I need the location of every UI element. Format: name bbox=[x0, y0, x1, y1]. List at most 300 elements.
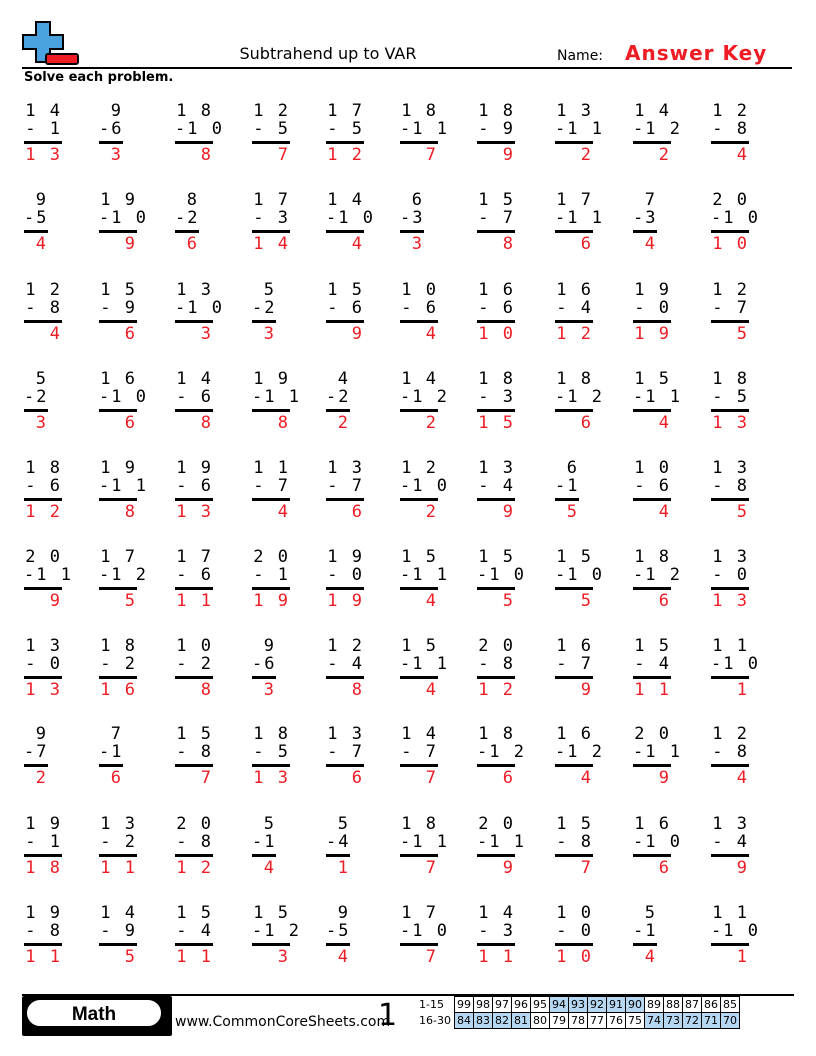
minuend: 1 4 bbox=[401, 724, 438, 744]
subtrahend: -1 1 bbox=[400, 119, 449, 139]
problem bbox=[175, 814, 235, 884]
score-row-label: 16-30 bbox=[419, 1014, 451, 1027]
subtrahend: -1 2 bbox=[400, 387, 449, 407]
minuend: 1 5 bbox=[556, 814, 593, 834]
answer-rule bbox=[711, 764, 749, 767]
minuend: 1 8 bbox=[253, 724, 290, 744]
subtrahend: - 7 bbox=[556, 654, 593, 674]
answer: 7 bbox=[200, 768, 213, 788]
answer: 6 bbox=[110, 768, 123, 788]
minuend: 1 6 bbox=[100, 369, 137, 389]
answer: 4 bbox=[736, 768, 749, 788]
problem bbox=[175, 280, 235, 350]
answer-rule bbox=[99, 320, 137, 323]
problem bbox=[326, 369, 386, 439]
answer-rule bbox=[326, 141, 364, 144]
answer: 9 bbox=[502, 858, 515, 878]
answer-rule bbox=[326, 764, 364, 767]
problem bbox=[477, 101, 537, 171]
answer: 2 bbox=[425, 413, 438, 433]
subtrahend: -1 0 bbox=[175, 119, 224, 139]
subtrahend: -5 bbox=[326, 921, 351, 941]
score-cell: 81 bbox=[511, 1013, 530, 1029]
minuend: 1 5 bbox=[634, 636, 671, 656]
minuend: 1 2 bbox=[25, 280, 62, 300]
score-cell: 99 bbox=[454, 997, 473, 1013]
problem bbox=[24, 814, 84, 884]
subtrahend: - 1 bbox=[25, 119, 62, 139]
answer-rule bbox=[252, 320, 276, 323]
answer: 8 bbox=[200, 680, 213, 700]
answer: 4 bbox=[351, 234, 364, 254]
answer-rule bbox=[175, 943, 213, 946]
subtrahend: -2 bbox=[252, 298, 277, 318]
minuend: 1 8 bbox=[401, 814, 438, 834]
answer: 1 2 bbox=[327, 145, 364, 165]
answer: 5 bbox=[580, 591, 593, 611]
minuend: 1 7 bbox=[401, 903, 438, 923]
problem bbox=[477, 903, 537, 973]
minuend: 1 5 bbox=[176, 903, 213, 923]
minuend: 1 7 bbox=[556, 190, 593, 210]
subtrahend: -2 bbox=[326, 387, 351, 407]
problem bbox=[633, 369, 693, 439]
minuend: 5 bbox=[263, 814, 276, 834]
answer: 9 bbox=[580, 680, 593, 700]
subtrahend: - 3 bbox=[253, 208, 290, 228]
minuend: 7 bbox=[644, 190, 657, 210]
minuend: 1 5 bbox=[401, 547, 438, 567]
minuend: 1 3 bbox=[25, 636, 62, 656]
answer-rule bbox=[326, 230, 364, 233]
score-cell: 89 bbox=[644, 997, 663, 1013]
answer-rule bbox=[400, 854, 438, 857]
problem bbox=[555, 101, 615, 171]
subject-label: Math bbox=[25, 998, 163, 1028]
problem bbox=[555, 724, 615, 794]
subtrahend: -1 bbox=[555, 476, 580, 496]
problem bbox=[252, 369, 312, 439]
minuend: 4 bbox=[337, 369, 350, 389]
answer-rule bbox=[252, 764, 290, 767]
answer-rule bbox=[633, 854, 671, 857]
subtrahend: - 6 bbox=[401, 298, 438, 318]
minuend: 2 0 bbox=[176, 814, 213, 834]
problem bbox=[633, 547, 693, 617]
answer-rule bbox=[99, 676, 137, 679]
score-cell: 75 bbox=[625, 1013, 644, 1029]
answer-rule bbox=[326, 587, 364, 590]
subtrahend: - 5 bbox=[712, 387, 749, 407]
instructions: Solve each problem. bbox=[24, 70, 174, 85]
problem bbox=[99, 369, 159, 439]
subtrahend: - 4 bbox=[176, 921, 213, 941]
problem bbox=[711, 101, 771, 171]
problem bbox=[175, 458, 235, 528]
subtrahend: -1 1 bbox=[400, 654, 449, 674]
problem bbox=[252, 903, 312, 973]
problem bbox=[477, 636, 537, 706]
answer: 2 bbox=[658, 145, 671, 165]
answer: 1 3 bbox=[712, 413, 749, 433]
answer: 1 8 bbox=[25, 858, 62, 878]
answer: 1 2 bbox=[478, 680, 515, 700]
score-row-label: 1-15 bbox=[419, 998, 444, 1011]
problem bbox=[711, 636, 771, 706]
answer: 7 bbox=[580, 858, 593, 878]
minuend: 1 8 bbox=[478, 101, 515, 121]
answer: 1 3 bbox=[25, 680, 62, 700]
answer-rule bbox=[555, 676, 593, 679]
problem bbox=[400, 814, 460, 884]
answer: 4 bbox=[658, 413, 671, 433]
answer-rule bbox=[252, 943, 290, 946]
answer: 1 1 bbox=[100, 858, 137, 878]
problem bbox=[24, 280, 84, 350]
problem bbox=[711, 458, 771, 528]
answer-rule bbox=[99, 498, 137, 501]
answer: 8 bbox=[277, 413, 290, 433]
score-cell: 73 bbox=[663, 1013, 682, 1029]
answer: 3 bbox=[411, 234, 424, 254]
minuend: 2 0 bbox=[478, 636, 515, 656]
minuend: 1 4 bbox=[176, 369, 213, 389]
subtrahend: - 4 bbox=[556, 298, 593, 318]
subtrahend: - 3 bbox=[478, 921, 515, 941]
minuend: 1 3 bbox=[327, 458, 364, 478]
answer-rule bbox=[252, 230, 290, 233]
minuend: 9 bbox=[263, 636, 276, 656]
answer-rule bbox=[633, 764, 671, 767]
answer-rule bbox=[252, 141, 290, 144]
answer: 1 5 bbox=[478, 413, 515, 433]
answer: 4 bbox=[35, 234, 48, 254]
subtrahend: - 4 bbox=[712, 832, 749, 852]
minuend: 1 9 bbox=[327, 547, 364, 567]
problem bbox=[326, 903, 386, 973]
problem bbox=[175, 636, 235, 706]
answer-rule bbox=[711, 676, 749, 679]
answer-rule bbox=[24, 943, 62, 946]
minuend: 6 bbox=[566, 458, 579, 478]
problem bbox=[633, 903, 693, 973]
subtrahend: -6 bbox=[99, 119, 124, 139]
minuend: 1 9 bbox=[634, 280, 671, 300]
minuend: 1 5 bbox=[100, 280, 137, 300]
subtrahend: -1 0 bbox=[711, 208, 760, 228]
answer: 7 bbox=[425, 768, 438, 788]
minuend: 1 4 bbox=[327, 190, 364, 210]
subtrahend: - 6 bbox=[25, 476, 62, 496]
minuend: 1 7 bbox=[100, 547, 137, 567]
answer-rule bbox=[555, 854, 593, 857]
minuend: 1 2 bbox=[712, 101, 749, 121]
subtrahend: -1 1 bbox=[633, 742, 682, 762]
subtrahend: - 0 bbox=[634, 298, 671, 318]
answer-rule bbox=[477, 230, 515, 233]
minuend: 1 0 bbox=[176, 636, 213, 656]
subtrahend: -1 1 bbox=[555, 208, 604, 228]
minuend: 5 bbox=[337, 814, 350, 834]
answer: 4 bbox=[263, 858, 276, 878]
subtrahend: - 6 bbox=[478, 298, 515, 318]
answer: 9 bbox=[502, 145, 515, 165]
subtrahend: - 1 bbox=[25, 832, 62, 852]
problem bbox=[400, 458, 460, 528]
minuend: 6 bbox=[411, 190, 424, 210]
subtrahend: - 0 bbox=[712, 565, 749, 585]
score-cell: 91 bbox=[606, 997, 625, 1013]
subtrahend: -1 0 bbox=[711, 921, 760, 941]
problem bbox=[633, 280, 693, 350]
subtrahend: - 8 bbox=[25, 921, 62, 941]
answer: 7 bbox=[425, 145, 438, 165]
score-cell: 88 bbox=[663, 997, 682, 1013]
subtrahend: - 9 bbox=[100, 298, 137, 318]
answer-rule bbox=[24, 409, 48, 412]
answer: 5 bbox=[736, 324, 749, 344]
answer-rule bbox=[477, 943, 515, 946]
answer-rule bbox=[24, 320, 62, 323]
minuend: 1 4 bbox=[634, 101, 671, 121]
minuend: 1 3 bbox=[556, 101, 593, 121]
answer-rule bbox=[99, 943, 137, 946]
subtrahend: -1 2 bbox=[555, 742, 604, 762]
minuend: 1 5 bbox=[327, 280, 364, 300]
problem bbox=[252, 190, 312, 260]
answer-rule bbox=[24, 854, 62, 857]
minuend: 1 5 bbox=[401, 636, 438, 656]
answer: 3 bbox=[35, 413, 48, 433]
subtrahend: - 4 bbox=[478, 476, 515, 496]
answer: 6 bbox=[580, 234, 593, 254]
problem bbox=[24, 547, 84, 617]
minuend: 1 3 bbox=[712, 458, 749, 478]
subtrahend: - 5 bbox=[327, 119, 364, 139]
score-cell: 80 bbox=[530, 1013, 549, 1029]
subtrahend: -1 1 bbox=[400, 565, 449, 585]
problem bbox=[711, 903, 771, 973]
problem bbox=[99, 280, 159, 350]
problem bbox=[326, 814, 386, 884]
answer: 6 bbox=[124, 413, 137, 433]
minuend: 1 2 bbox=[327, 636, 364, 656]
problem bbox=[326, 190, 386, 260]
answer-rule bbox=[477, 854, 515, 857]
minuend: 1 4 bbox=[25, 101, 62, 121]
answer: 8 bbox=[200, 413, 213, 433]
minuend: 1 0 bbox=[401, 280, 438, 300]
subtrahend: -1 0 bbox=[555, 565, 604, 585]
answer-rule bbox=[252, 587, 290, 590]
answer-rule bbox=[711, 409, 749, 412]
subtrahend: -4 bbox=[326, 832, 351, 852]
minuend: 9 bbox=[337, 903, 350, 923]
score-cell: 77 bbox=[587, 1013, 606, 1029]
problem bbox=[555, 814, 615, 884]
answer: 1 1 bbox=[478, 947, 515, 967]
answer: 6 bbox=[351, 768, 364, 788]
answer: 3 bbox=[277, 947, 290, 967]
subtrahend: -1 1 bbox=[24, 565, 73, 585]
score-cell: 96 bbox=[511, 997, 530, 1013]
answer: 2 bbox=[580, 145, 593, 165]
problem bbox=[477, 280, 537, 350]
problem bbox=[99, 190, 159, 260]
answer-rule bbox=[400, 409, 438, 412]
subtrahend: - 2 bbox=[176, 654, 213, 674]
score-cell: 90 bbox=[625, 997, 644, 1013]
answer-rule bbox=[555, 943, 593, 946]
problem bbox=[175, 369, 235, 439]
minuend: 1 3 bbox=[176, 280, 213, 300]
answer-rule bbox=[99, 854, 137, 857]
answer: 5 bbox=[124, 591, 137, 611]
problem bbox=[175, 547, 235, 617]
minuend: 9 bbox=[35, 190, 48, 210]
subtrahend: -1 0 bbox=[99, 387, 148, 407]
problem bbox=[24, 369, 84, 439]
answer: 1 1 bbox=[176, 947, 213, 967]
problem bbox=[252, 458, 312, 528]
subtrahend: -1 2 bbox=[99, 565, 148, 585]
minuend: 1 0 bbox=[634, 458, 671, 478]
minuend: 1 5 bbox=[478, 547, 515, 567]
problem bbox=[555, 903, 615, 973]
problem bbox=[175, 101, 235, 171]
minuend: 1 4 bbox=[100, 903, 137, 923]
minuend: 1 6 bbox=[556, 636, 593, 656]
problem bbox=[477, 458, 537, 528]
answer-rule bbox=[175, 854, 213, 857]
subtrahend: -1 0 bbox=[400, 476, 449, 496]
answer-rule bbox=[400, 676, 438, 679]
problem bbox=[633, 724, 693, 794]
answer: 4 bbox=[644, 947, 657, 967]
minuend: 1 8 bbox=[401, 101, 438, 121]
score-cell: 82 bbox=[492, 1013, 511, 1029]
problem bbox=[555, 280, 615, 350]
answer-rule bbox=[252, 676, 276, 679]
answer-rule bbox=[477, 409, 515, 412]
subtrahend: -3 bbox=[400, 208, 425, 228]
subtrahend: -1 0 bbox=[175, 298, 224, 318]
answer: 2 bbox=[337, 413, 350, 433]
problem bbox=[633, 101, 693, 171]
subtrahend: -1 1 bbox=[555, 119, 604, 139]
answer-rule bbox=[99, 764, 123, 767]
answer-rule bbox=[24, 141, 62, 144]
minuend: 1 6 bbox=[634, 814, 671, 834]
problem bbox=[555, 369, 615, 439]
minuend: 1 6 bbox=[556, 280, 593, 300]
subtrahend: -1 2 bbox=[555, 387, 604, 407]
problem bbox=[477, 369, 537, 439]
subtrahend: -1 1 bbox=[99, 476, 148, 496]
minuend: 1 5 bbox=[634, 369, 671, 389]
problem bbox=[477, 547, 537, 617]
problem bbox=[252, 547, 312, 617]
subtrahend: - 8 bbox=[712, 119, 749, 139]
minuend: 1 9 bbox=[100, 190, 137, 210]
score-cell: 76 bbox=[606, 1013, 625, 1029]
score-cell: 72 bbox=[682, 1013, 701, 1029]
problem bbox=[477, 724, 537, 794]
problem bbox=[326, 280, 386, 350]
problem bbox=[477, 190, 537, 260]
score-cell: 97 bbox=[492, 997, 511, 1013]
problem bbox=[711, 814, 771, 884]
problem bbox=[711, 280, 771, 350]
answer-rule bbox=[24, 230, 48, 233]
answer-rule bbox=[99, 409, 137, 412]
answer-rule bbox=[175, 587, 213, 590]
answer: 1 3 bbox=[25, 145, 62, 165]
answer-rule bbox=[555, 320, 593, 323]
page-number: 1 bbox=[378, 998, 398, 1033]
answer-rule bbox=[555, 587, 593, 590]
answer: 6 bbox=[351, 502, 364, 522]
answer: 3 bbox=[263, 324, 276, 344]
subtrahend: - 4 bbox=[634, 654, 671, 674]
answer: 1 3 bbox=[712, 591, 749, 611]
minuend: 1 2 bbox=[401, 458, 438, 478]
answer: 4 bbox=[425, 591, 438, 611]
minuend: 1 1 bbox=[712, 903, 749, 923]
subtrahend: - 1 bbox=[253, 565, 290, 585]
answer: 7 bbox=[425, 858, 438, 878]
answer: 4 bbox=[49, 324, 62, 344]
minuend: 1 3 bbox=[478, 458, 515, 478]
minuend: 1 3 bbox=[327, 724, 364, 744]
answer-rule bbox=[477, 676, 515, 679]
score-cell: 94 bbox=[549, 997, 568, 1013]
worksheet-title: Subtrahend up to VAR bbox=[239, 44, 417, 63]
subtrahend: - 8 bbox=[176, 742, 213, 762]
answer-rule bbox=[555, 409, 593, 412]
name-value: Answer Key bbox=[625, 41, 768, 65]
minuend: 1 8 bbox=[176, 101, 213, 121]
subtrahend: -1 0 bbox=[477, 565, 526, 585]
minuend: 1 9 bbox=[176, 458, 213, 478]
minuend: 1 8 bbox=[478, 724, 515, 744]
minuend: 5 bbox=[644, 903, 657, 923]
answer-rule bbox=[477, 764, 515, 767]
problem bbox=[326, 101, 386, 171]
minuend: 5 bbox=[263, 280, 276, 300]
answer-rule bbox=[555, 498, 579, 501]
answer: 1 bbox=[736, 680, 749, 700]
problem bbox=[711, 190, 771, 260]
answer-rule bbox=[477, 141, 515, 144]
problem bbox=[400, 547, 460, 617]
subtrahend: - 8 bbox=[712, 742, 749, 762]
problem bbox=[252, 101, 312, 171]
problem bbox=[99, 547, 159, 617]
problem bbox=[99, 903, 159, 973]
answer-rule bbox=[400, 943, 438, 946]
minuend: 1 1 bbox=[253, 458, 290, 478]
problem bbox=[711, 369, 771, 439]
problem bbox=[99, 724, 159, 794]
problem bbox=[99, 814, 159, 884]
answer-rule bbox=[252, 409, 290, 412]
answer-rule bbox=[175, 141, 213, 144]
answer-rule bbox=[326, 320, 364, 323]
problem bbox=[24, 101, 84, 171]
problem bbox=[326, 547, 386, 617]
minuend: 1 5 bbox=[176, 724, 213, 744]
